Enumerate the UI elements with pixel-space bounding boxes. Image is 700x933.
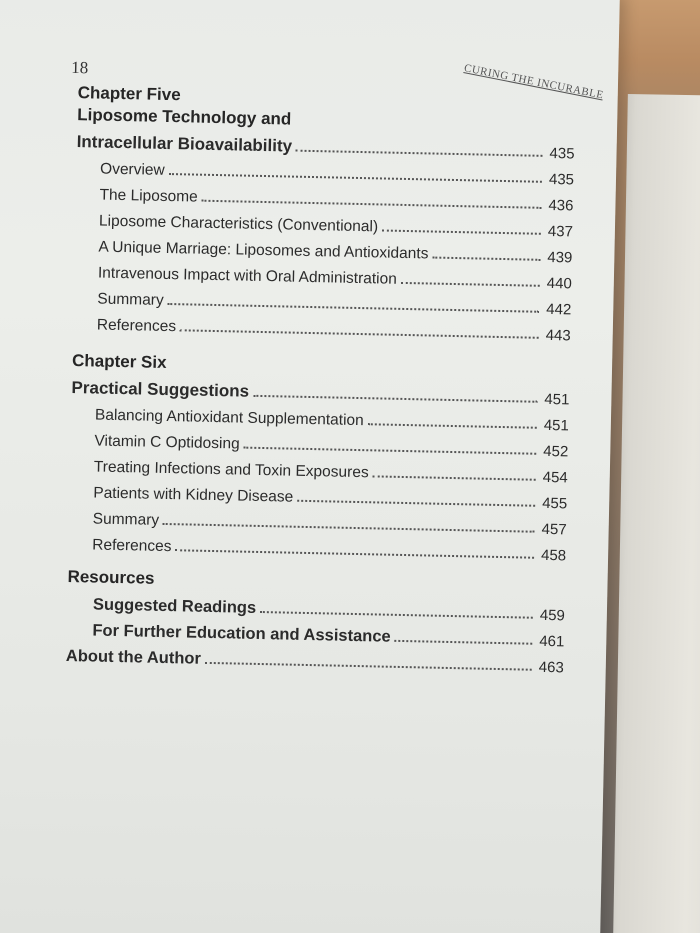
dot-leader	[401, 282, 540, 287]
running-head: CURING THE INCURABLE	[463, 62, 605, 102]
toc-entry-page: 454	[542, 468, 568, 487]
chapter-five-number: Chapter Five	[77, 83, 181, 105]
dot-leader	[382, 229, 541, 234]
chapter-five-title-line1: Liposome Technology and	[77, 105, 292, 129]
toc-entry-page: 458	[540, 546, 567, 565]
toc-entry-label: For Further Education and Assistance	[92, 621, 391, 646]
dot-leader	[395, 640, 533, 645]
toc-entry-page: 451	[543, 416, 570, 435]
toc-entry-label: Liposome Characteristics (Conventional)	[98, 212, 379, 236]
toc-entry-label: Patients with Kidney Disease	[93, 484, 294, 506]
toc-entry-label: A Unique Marriage: Liposomes and Antioxidants	[98, 238, 429, 263]
about-author-label: About the Author	[65, 646, 202, 668]
chapter-five-page: 435	[549, 144, 575, 163]
toc-entry-label: References	[92, 536, 172, 556]
dot-leader	[373, 475, 536, 480]
dot-leader	[253, 395, 537, 403]
toc-entry-page: 437	[547, 222, 574, 241]
toc-entry-label: Summary	[97, 290, 164, 309]
toc-entry-label: Balancing Antioxidant Supplementation	[94, 406, 364, 430]
toc-entry-page: 439	[547, 248, 573, 267]
page-number: 18	[71, 57, 89, 78]
dot-leader	[296, 150, 543, 157]
chapter-five-title-line2: Intracellular Bioavailability	[76, 132, 293, 156]
dot-leader	[297, 500, 535, 507]
toc-entry-page: 440	[546, 274, 572, 293]
underlying-page	[612, 94, 700, 933]
toc-entry-page: 461	[539, 632, 565, 651]
dot-leader	[260, 611, 533, 619]
dot-leader	[432, 257, 540, 261]
toc-entry-label: Summary	[92, 510, 160, 529]
toc-entry-page: 436	[548, 196, 574, 215]
dot-leader	[205, 662, 532, 671]
toc-entry-label: References	[96, 316, 177, 336]
about-author-page: 463	[538, 658, 564, 677]
chapter-six-number: Chapter Six	[71, 351, 167, 372]
toc-entry-label: Overview	[99, 160, 165, 179]
resources-heading: Resources	[67, 566, 155, 588]
table-of-contents	[66, 82, 576, 676]
toc-entry-label: The Liposome	[99, 186, 198, 206]
dot-leader	[368, 423, 537, 429]
chapter-six-title: Practical Suggestions	[71, 378, 250, 401]
toc-entry-page: 443	[545, 326, 571, 345]
toc-entry-page: 455	[541, 494, 568, 513]
toc-entry-label: Vitamin C Optidosing	[94, 432, 240, 453]
toc-entry-page: 435	[548, 170, 575, 189]
toc-entry-page: 452	[543, 442, 569, 461]
toc-entry-label: Suggested Readings	[92, 595, 257, 617]
chapter-six-page: 451	[544, 390, 570, 409]
toc-entry-label: Intravenous Impact with Oral Administration	[97, 264, 397, 288]
toc-entry-page: 442	[546, 300, 572, 319]
toc-entry-label: Treating Infections and Toxin Exposures	[93, 458, 369, 482]
toc-entry-page: 457	[541, 520, 567, 539]
toc-entry-page: 459	[539, 606, 566, 625]
dot-leader	[244, 447, 537, 455]
